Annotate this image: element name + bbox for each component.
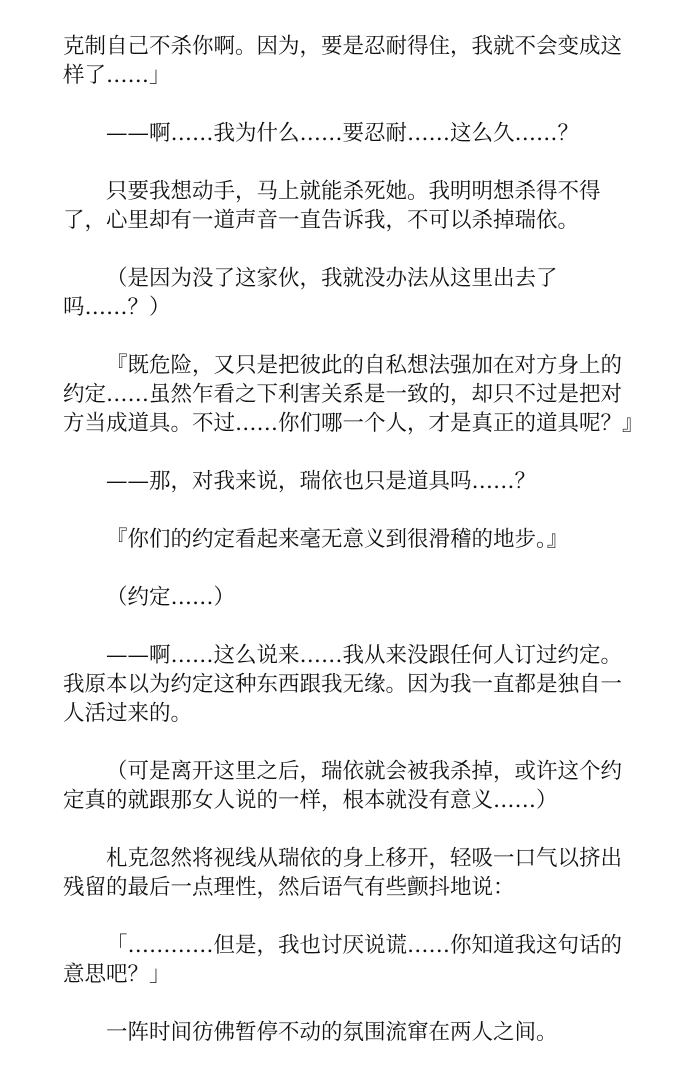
paragraph-4: （是因为没了这家伙，我就没办法从这里出去了吗……？） [63,266,558,320]
paragraph-11: 札克忽然将视线从瑞依的身上移开，轻吸一口气以挤出残留的最后一点理性，然后语气有些颤抖地说： [63,846,623,900]
page-body [63,32,644,1076]
paragraph-13: 一阵时间彷佛暂停不动的氛围流窜在两人之间。 [106,1020,558,1045]
paragraph-10: （可是离开这里之后，瑞依就会被我杀掉，或许这个约定真的就跟那女人说的一样，根本就没有意义……） [63,759,623,813]
paragraph-7: 『你们的约定看起来毫无意义到很滑稽的地步。』 [106,527,569,552]
paragraph-5: 『既危险，又只是把彼此的自私想法强加在对方身上的约定……虽然乍看之下利害关系是一致的，却只不过是把对方当成道具。不过……你们哪一个人，才是真正的道具呢？』 [63,353,644,436]
paragraph-2: ——啊……我为什么……要忍耐……这么久……？ [106,121,580,146]
paragraph-12: 「…………但是，我也讨厌说谎……你知道我这句话的意思吧？」 [63,933,623,987]
paragraph-1: 克制自己不杀你啊。因为，要是忍耐得住，我就不会变成这样了……」 [63,34,623,88]
paragraph-8: （约定……） [106,585,236,610]
paragraph-9: ——啊……这么说来……我从来没跟任何人订过约定。我原本以为约定这种东西跟我无缘。因为我一直都是独自一人活过来的。 [63,643,623,726]
paragraph-6: ——那，对我来说，瑞依也只是道具吗……？ [106,469,537,494]
paragraph-3: 只要我想动手，马上就能杀死她。我明明想杀得不得了，心里却有一道声音一直告诉我，不可以杀掉瑞依。 [63,179,601,233]
